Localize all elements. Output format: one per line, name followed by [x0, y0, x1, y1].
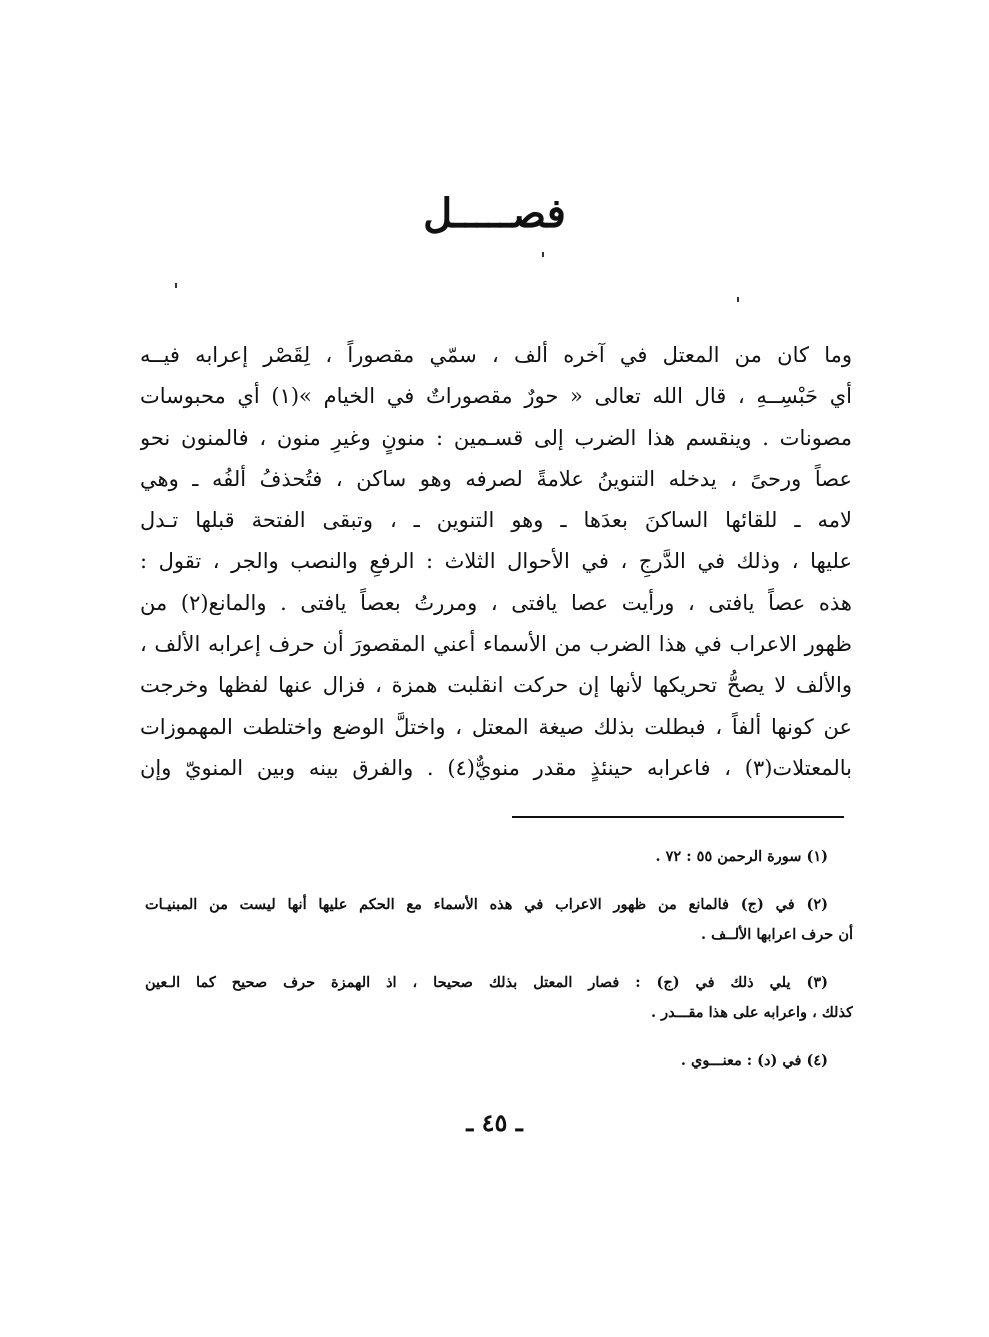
footnote-3 [145, 968, 853, 1028]
footnote-separator [512, 816, 844, 818]
footnote-line: (٤) في (د) : معنـــوي . [680, 1052, 828, 1069]
body-line: بالمعتلات(٣) ، فاعرابه حينئذٍ مقدر منويٌّ(٤) . والفرق بينه وبين المنويّ وإن [140, 755, 852, 780]
scan-speck [737, 297, 739, 302]
scan-speck [542, 252, 544, 257]
body-line: ظهور الاعراب في هذا الضرب من الأسماء أعني المقصورَ أن حرف إعرابه الألف ، [140, 632, 852, 657]
footnote-line: كذلك ، واعرابه على هذا مقـــدر . [651, 1004, 853, 1021]
footnote-line: (٢) في (ج) فالمانع من ظهور الاعراب في هذه الأسماء مع الحكم عليها أنها ليست من المبنيـات [145, 896, 828, 913]
body-line: لامه ـ للقائها الساكنَ بعدَها ـ وهو التنوين ـ ، وتبقى الفتحة قبلها تـدل [140, 508, 852, 533]
body-line: عن كونها ألفاً ، فبطلت بذلك صيغة المعتل ، واختلَّ الوضع واختلطت المهموزات [140, 714, 852, 739]
body-line: عصاً ورحىً ، يدخله التنوينُ علامةً لصرفه وهو ساكن ، فتُحذفُ ألفُه ـ وهي [140, 466, 852, 491]
scan-speck [175, 283, 177, 288]
footnotes [145, 842, 853, 1094]
footnote-1 [145, 842, 853, 872]
footnote-line: أن حرف اعرابها الألــف . [701, 926, 853, 943]
footnote-line: (٣) يلي ذلك في (ج) : فصار المعتل بذلك صحيحا ، اذ الهمزة حرف صحيح كما الـعين [145, 974, 828, 991]
body-line: هذه عصاً يافتى ، ورأيت عصا يافتى ، ومررتُ بعصاً يافتى . والمانع(٢) من [140, 590, 852, 615]
body-line: عليها ، وذلك في الدَّرجِ ، في الأحوال الثلاث : الرفعِ والنصب والجر ، تقول : [140, 549, 852, 574]
body-line: والألف لا يصحُّ تحريكها لأنها إن حركت انقلبت همزة ، فزال عنها لفظها وخرجت [140, 673, 852, 698]
page-number: ـ ٤٥ ـ [466, 1108, 523, 1137]
footnote-2 [145, 890, 853, 950]
body-paragraph [140, 335, 852, 789]
section-heading: فصـــــل [423, 190, 566, 237]
body-line: أي حَبْسِــهِ ، قال الله تعالى « حورٌ مقصوراتٌ في الخيام »(١) أي محبوسات [140, 384, 852, 409]
body-line: مصونات . وينقسم هذا الضرب إلى قسـمين : منونٍ وغيرِ منون ، فالمنون نحو [140, 425, 852, 450]
body-line: وما كان من المعتل في آخره ألف ، سمّي مقصوراً ، لِقَصْر إعرابه فيــه [140, 343, 852, 367]
footnote-line: (١) سورة الرحمن ٥٥ : ٧٢ . [655, 848, 828, 865]
footnote-4 [145, 1046, 853, 1076]
